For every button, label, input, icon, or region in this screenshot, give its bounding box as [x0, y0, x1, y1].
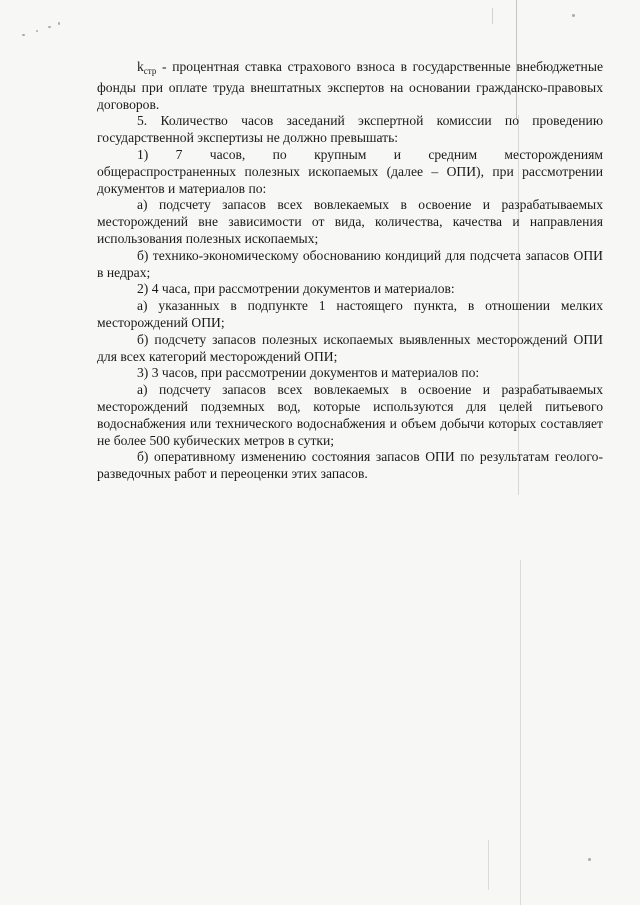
scan-artifact-line	[492, 8, 493, 24]
scan-artifact-line	[488, 840, 489, 890]
scan-artifact-line	[520, 560, 521, 905]
paragraph-subitem-3b: б) оперативному изменению состояния запасов ОПИ по результатам геолого-разведочных работ и переоценки этих запасов.	[97, 449, 603, 482]
scan-artifact-speck	[22, 34, 25, 36]
document-body	[97, 59, 603, 483]
paragraph-subitem-3a: а) подсчету запасов всех вовлекаемых в освоение и разрабатываемых месторождений подземных вод, которые используются для целей питьевого водоснабжения или технического водоснабжения и объем добычи которых составляет не более 500 кубических метров в сутки;	[97, 382, 603, 448]
scan-artifact-speck	[58, 22, 60, 25]
coefficient-symbol: k	[137, 59, 144, 74]
coefficient-definition	[97, 59, 603, 113]
scan-artifact-speck	[36, 30, 38, 32]
paragraph-subitem-1b: б) технико-экономическому обоснованию кондиций для подсчета запасов ОПИ в недрах;	[97, 247, 603, 280]
coefficient-definition-text: - процентная ставка страхового взноса в государственные внебюджетные фонды при оплате труда внештатных экспертов на основании гражданско-правовых договоров.	[97, 59, 603, 112]
paragraph-subitem-2a: а) указанных в подпункте 1 настоящего пункта, в отношении мелких месторождений ОПИ;	[97, 298, 603, 330]
paragraph-subitem-1a: а) подсчету запасов всех вовлекаемых в освоение и разрабатываемых месторождений вне зависимости от вида, количества, качества и направления использования полезных ископаемых;	[97, 197, 603, 246]
paragraph-item-5: 5. Количество часов заседаний экспертной комиссии по проведению государственной экспертизы не должно превышать:	[97, 113, 603, 146]
scan-artifact-speck	[588, 858, 591, 861]
coefficient-subscript: стр	[143, 66, 157, 76]
scan-artifact-speck	[572, 14, 575, 17]
scan-artifact-speck	[48, 26, 51, 28]
paragraph-subitem-2: 2) 4 часа, при рассмотрении документов и материалов:	[137, 281, 455, 297]
paragraph-subitem-1: 1) 7 часов, по крупным и средним месторождениям	[137, 146, 603, 162]
paragraph-subitem-2b: б) подсчету запасов полезных ископаемых выявленных месторождений ОПИ для всех категорий месторождений ОПИ;	[97, 331, 603, 364]
paragraph-subitem-1-continued: общераспространенных полезных ископаемых (далее – ОПИ), при рассмотрении документов и материалов по:	[97, 163, 603, 196]
paragraph-subitem-3: 3) 3 часов, при рассмотрении документов и материалов по:	[137, 365, 480, 381]
